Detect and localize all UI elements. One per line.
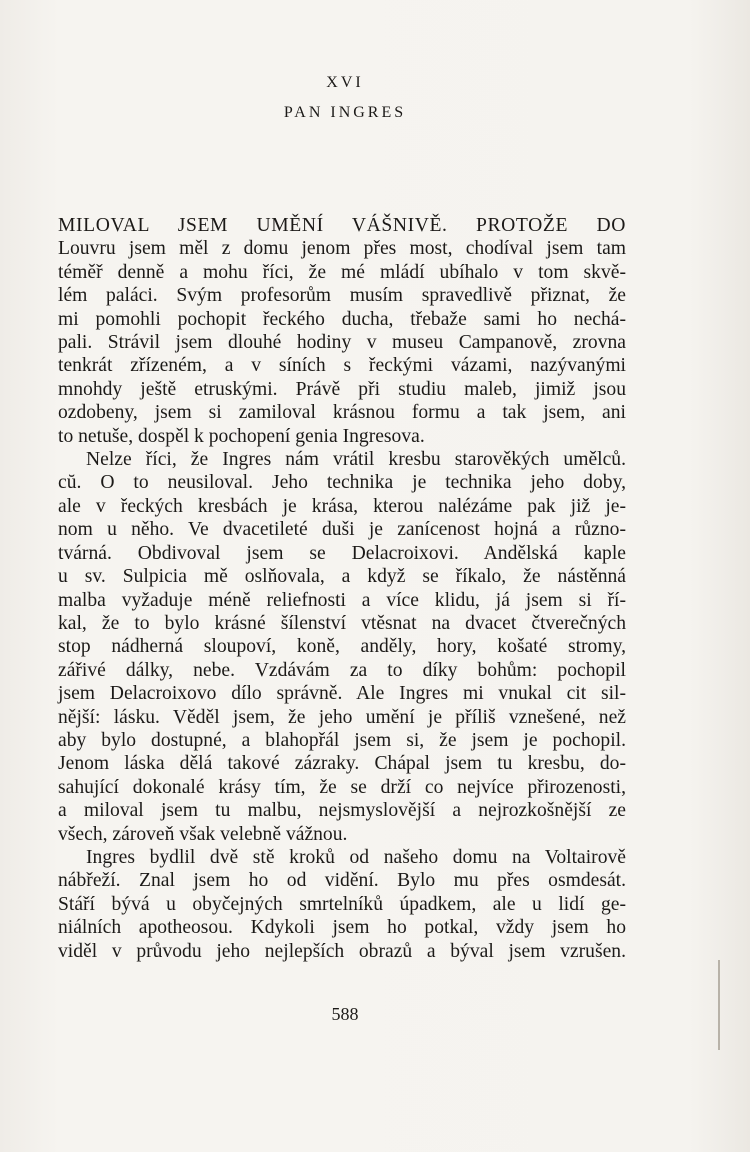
text-line: všech, zároveň však velebně vážnou.: [58, 823, 348, 845]
body-text: [58, 214, 626, 963]
text-line: Ingres bydlil dvě stě kroků od našeho domu na Voltairově: [86, 846, 626, 868]
text-line: Jenom láska dělá takové zázraky. Chápal jsem tu kresbu, do-: [58, 753, 626, 775]
text-line: ale v řeckých kresbách je krása, kterou nalézáme pak již je-: [58, 495, 626, 517]
text-line: mi pomohli pochopit řeckého ducha, třebaže sami ho nechá-: [58, 308, 626, 330]
text-line: Louvru jsem měl z domu jenom přes most, chodíval jsem tam: [58, 238, 626, 260]
text-line: zářivé dálky, nebe. Vzdávám za to díky bohům: pochopil: [58, 659, 626, 681]
chapter-number: XVI: [326, 74, 364, 91]
text-line: téměř denně a mohu říci, že mé mládí ubíhalo v tom skvě-: [58, 261, 626, 283]
text-line: Nelze říci, že Ingres nám vrátil kresbu starověkých umělců.: [86, 449, 626, 471]
text-line: u sv. Sulpicia mě oslňovala, a když se říkalo, že nástěnná: [58, 566, 626, 588]
text-line: cŭ. O to neusiloval. Jeho technika je technika jeho doby,: [58, 472, 626, 494]
text-line: nábřeží. Znal jsem ho od vidění. Bylo mu přes osmdesát.: [58, 870, 626, 892]
text-line: viděl v průvodu jeho nejlepších obrazů a býval jsem vzrušen.: [58, 940, 626, 962]
text-line: to netuše, dospěl k pochopení genia Ingresova.: [58, 425, 425, 447]
text-line: tvárná. Obdivoval jsem se Delacroixovi. Andělská kaple: [58, 542, 626, 564]
text-line: aby bylo dostupné, a blahopřál jsem si, že jsem je pochopil.: [58, 729, 626, 751]
text-line: a miloval jsem tu malbu, nejsmyslovější a nejrozkošnější ze: [58, 800, 626, 822]
text-line: nější: lásku. Věděl jsem, že jeho umění je příliš vznešené, než: [58, 706, 626, 728]
text-line: pali. Strávil jsem dlouhé hodiny v museu Campanově, zrovna: [58, 332, 626, 354]
text-line: niálních apotheosou. Kdykoli jsem ho potkal, vždy jsem ho: [58, 917, 626, 939]
text-line: nom u něho. Ve dvacetileté duši je zanícenost hojná a různo-: [58, 519, 626, 541]
text-line: lém paláci. Svým profesorům musím spravedlivě přiznat, že: [58, 285, 626, 307]
text-line: malba vyžaduje méně reliefnosti a více klidu, já jsem si ří-: [58, 589, 626, 611]
chapter-title: PAN INGRES: [283, 104, 407, 121]
text-line: mnohdy ještě etruskými. Právě při studiu maleb, jimiž jsou: [58, 378, 626, 400]
text-line: jsem Delacroixovo dílo správně. Ale Ingres mi vnukal cit sil-: [58, 683, 626, 705]
text-line: MILOVAL JSEM UMĚNÍ VÁŠNIVĚ. PROTOŽE DO: [58, 215, 626, 236]
text-line: ozdobeny, jsem si zamiloval krásnou formu a tak jsem, ani: [58, 402, 626, 424]
page-edge-mark: [718, 960, 720, 1050]
text-line: Stáří bývá u obyčejných smrtelníků úpadkem, ale u lidí ge-: [58, 893, 626, 915]
text-line: stop nádherná sloupoví, koně, anděly, hory, košaté stromy,: [58, 636, 626, 658]
text-line: tenkrát zřízeném, a v síních s řeckými vázami, nazývanými: [58, 355, 626, 377]
page-number: 588: [331, 1004, 359, 1024]
text-line: sahující dokonalé krásy tím, že se drží co nejvíce přirozenosti,: [58, 776, 626, 798]
text-line: kal, že to bylo krásné šílenství vtěsnat na dvacet čtverečných: [58, 612, 626, 634]
